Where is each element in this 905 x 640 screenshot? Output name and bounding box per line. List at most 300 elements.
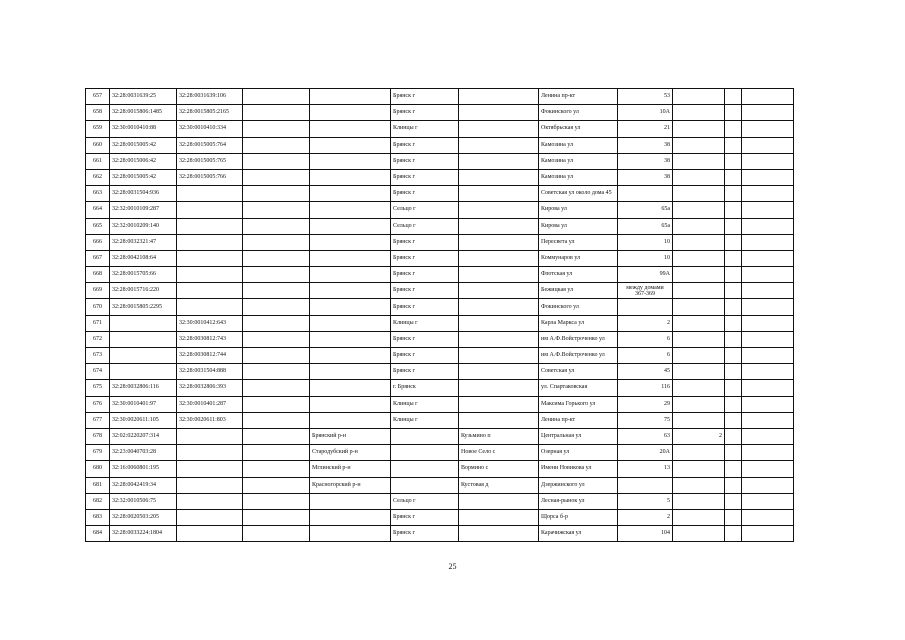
cadastral-number-cell [110, 331, 177, 347]
empty-cell [742, 250, 794, 266]
city-cell: Брянск г [391, 89, 459, 105]
empty-cell [742, 153, 794, 169]
settlement-cell: Кузьмино п [459, 428, 539, 444]
row-number-cell: 675 [86, 380, 110, 396]
object-cadastral-number-cell [177, 299, 243, 315]
empty-cell [725, 428, 742, 444]
empty-cell [243, 348, 310, 364]
settlement-cell [459, 396, 539, 412]
empty-cell [243, 169, 310, 185]
district-cell [310, 218, 391, 234]
empty-cell [725, 250, 742, 266]
empty-cell [742, 445, 794, 461]
empty-cell [725, 202, 742, 218]
empty-cell [742, 315, 794, 331]
city-cell: Клинцы г [391, 412, 459, 428]
empty-cell [725, 364, 742, 380]
street-cell: Бежицкая ул [539, 283, 618, 299]
building-number-cell [673, 315, 725, 331]
empty-cell [243, 380, 310, 396]
table-row [86, 137, 794, 153]
cadastral-number-cell: 32:28:0042108:64 [110, 250, 177, 266]
building-number-cell: 2 [673, 428, 725, 444]
district-cell: Мглинский р-н [310, 461, 391, 477]
empty-cell [725, 477, 742, 493]
street-cell: им А.Ф.Войстроченко ул [539, 331, 618, 347]
empty-cell [243, 461, 310, 477]
cadastral-number-cell: 32:28:0015705:66 [110, 267, 177, 283]
street-cell: Фокинского ул [539, 299, 618, 315]
cadastral-number-cell: 32:28:0031504:936 [110, 186, 177, 202]
empty-cell [725, 380, 742, 396]
table-row [86, 153, 794, 169]
city-cell: Клинцы г [391, 121, 459, 137]
row-number-cell: 681 [86, 477, 110, 493]
building-number-cell [673, 461, 725, 477]
city-cell: Брянск г [391, 331, 459, 347]
object-cadastral-number-cell [177, 202, 243, 218]
district-cell [310, 267, 391, 283]
city-cell: Брянск г [391, 267, 459, 283]
district-cell [310, 380, 391, 396]
settlement-cell [459, 169, 539, 185]
settlement-cell [459, 121, 539, 137]
empty-cell [742, 364, 794, 380]
object-cadastral-number-cell [177, 234, 243, 250]
object-cadastral-number-cell: 32:28:0015805:2165 [177, 105, 243, 121]
house-number-cell: 53 [618, 89, 673, 105]
table-row [86, 105, 794, 121]
empty-cell [742, 509, 794, 525]
empty-cell [725, 186, 742, 202]
table-row [86, 477, 794, 493]
empty-cell [243, 105, 310, 121]
settlement-cell [459, 412, 539, 428]
cadastral-number-cell: 32:23:0040703:28 [110, 445, 177, 461]
table-row [86, 186, 794, 202]
building-number-cell [673, 364, 725, 380]
empty-cell [725, 153, 742, 169]
cadastral-number-cell: 32:28:0015005:42 [110, 169, 177, 185]
building-number-cell [673, 250, 725, 266]
house-number-cell: 2 [618, 315, 673, 331]
empty-cell [725, 445, 742, 461]
registry-table [85, 88, 794, 542]
table-row [86, 315, 794, 331]
row-number-cell: 684 [86, 526, 110, 542]
empty-cell [725, 105, 742, 121]
house-number-cell: 38 [618, 169, 673, 185]
district-cell [310, 169, 391, 185]
empty-cell [243, 526, 310, 542]
district-cell [310, 412, 391, 428]
settlement-cell [459, 364, 539, 380]
house-number-cell [618, 477, 673, 493]
city-cell: Сельцо г [391, 218, 459, 234]
building-number-cell [673, 445, 725, 461]
object-cadastral-number-cell [177, 461, 243, 477]
empty-cell [243, 234, 310, 250]
cadastral-number-cell: 32:28:0032806:116 [110, 380, 177, 396]
empty-cell [725, 283, 742, 299]
district-cell [310, 105, 391, 121]
district-cell [310, 331, 391, 347]
settlement-cell: Новое Село с [459, 445, 539, 461]
district-cell [310, 509, 391, 525]
cadastral-number-cell: 32:32:0010209:140 [110, 218, 177, 234]
row-number-cell: 680 [86, 461, 110, 477]
district-cell [310, 121, 391, 137]
object-cadastral-number-cell [177, 267, 243, 283]
object-cadastral-number-cell: 32:28:0030812:744 [177, 348, 243, 364]
cadastral-number-cell: 32:28:0015005:42 [110, 137, 177, 153]
street-cell: Коммунаров ул [539, 250, 618, 266]
table-row [86, 412, 794, 428]
table-row [86, 493, 794, 509]
city-cell: Брянск г [391, 169, 459, 185]
object-cadastral-number-cell: 32:28:0015005:766 [177, 169, 243, 185]
district-cell [310, 202, 391, 218]
street-cell: Кирова ул [539, 202, 618, 218]
house-number-cell: 10 [618, 250, 673, 266]
empty-cell [742, 202, 794, 218]
city-cell: Брянск г [391, 526, 459, 542]
object-cadastral-number-cell: 32:28:0032806:393 [177, 380, 243, 396]
empty-cell [243, 267, 310, 283]
settlement-cell [459, 493, 539, 509]
district-cell: Стародубский р-н [310, 445, 391, 461]
district-cell: Брянский р-н [310, 428, 391, 444]
object-cadastral-number-cell [177, 250, 243, 266]
house-number-cell: 10А [618, 105, 673, 121]
empty-cell [725, 396, 742, 412]
street-cell: Максима Горького ул [539, 396, 618, 412]
settlement-cell [459, 89, 539, 105]
table-row [86, 169, 794, 185]
object-cadastral-number-cell: 32:30:0010410:334 [177, 121, 243, 137]
city-cell: Брянск г [391, 186, 459, 202]
row-number-cell: 671 [86, 315, 110, 331]
city-cell: Брянск г [391, 137, 459, 153]
empty-cell [742, 493, 794, 509]
city-cell [391, 445, 459, 461]
row-number-cell: 672 [86, 331, 110, 347]
row-number-cell: 667 [86, 250, 110, 266]
city-cell: Сельцо г [391, 202, 459, 218]
settlement-cell [459, 315, 539, 331]
street-cell: Пересвета ул [539, 234, 618, 250]
building-number-cell [673, 299, 725, 315]
cadastral-number-cell: 32:28:0033224:1804 [110, 526, 177, 542]
empty-cell [725, 137, 742, 153]
street-cell: ул. Спартаковская [539, 380, 618, 396]
row-number-cell: 682 [86, 493, 110, 509]
house-number-cell: 10 [618, 234, 673, 250]
city-cell: Брянск г [391, 153, 459, 169]
row-number-cell: 663 [86, 186, 110, 202]
building-number-cell [673, 218, 725, 234]
object-cadastral-number-cell [177, 477, 243, 493]
street-cell: Дзержинского ул [539, 477, 618, 493]
house-number-cell: 29 [618, 396, 673, 412]
empty-cell [243, 202, 310, 218]
object-cadastral-number-cell: 32:28:0031639:106 [177, 89, 243, 105]
table-row [86, 428, 794, 444]
cadastral-number-cell: 32:32:0010109:287 [110, 202, 177, 218]
cadastral-number-cell: 32:30:0020611:105 [110, 412, 177, 428]
row-number-cell: 677 [86, 412, 110, 428]
empty-cell [725, 509, 742, 525]
row-number-cell: 674 [86, 364, 110, 380]
city-cell: Сельцо г [391, 493, 459, 509]
house-number-cell: между домами 367-369 [618, 283, 673, 299]
cadastral-number-cell [110, 364, 177, 380]
empty-cell [243, 477, 310, 493]
empty-cell [742, 105, 794, 121]
cadastral-number-cell [110, 315, 177, 331]
table-row [86, 348, 794, 364]
cadastral-number-cell: 32:32:0010506:75 [110, 493, 177, 509]
empty-cell [742, 186, 794, 202]
house-number-cell: 38 [618, 153, 673, 169]
table-row [86, 331, 794, 347]
house-number-cell: 65а [618, 218, 673, 234]
empty-cell [742, 396, 794, 412]
empty-cell [725, 493, 742, 509]
building-number-cell [673, 153, 725, 169]
building-number-cell [673, 380, 725, 396]
object-cadastral-number-cell: 32:28:0015005:764 [177, 137, 243, 153]
house-number-cell: 45 [618, 364, 673, 380]
district-cell [310, 348, 391, 364]
object-cadastral-number-cell [177, 428, 243, 444]
empty-cell [725, 234, 742, 250]
settlement-cell [459, 202, 539, 218]
cadastral-number-cell: 32:28:0032321:47 [110, 234, 177, 250]
cadastral-number-cell: 32:28:0015806:1485 [110, 105, 177, 121]
empty-cell [243, 283, 310, 299]
table-row [86, 396, 794, 412]
street-cell: Камозина ул [539, 137, 618, 153]
settlement-cell [459, 105, 539, 121]
street-cell: Камозина ул [539, 169, 618, 185]
empty-cell [725, 461, 742, 477]
building-number-cell [673, 105, 725, 121]
empty-cell [243, 315, 310, 331]
cadastral-number-cell: 32:30:0010401:97 [110, 396, 177, 412]
empty-cell [742, 299, 794, 315]
row-number-cell: 660 [86, 137, 110, 153]
empty-cell [742, 234, 794, 250]
district-cell [310, 315, 391, 331]
city-cell: г. Брянск [391, 380, 459, 396]
row-number-cell: 673 [86, 348, 110, 364]
district-cell [310, 89, 391, 105]
empty-cell [725, 348, 742, 364]
building-number-cell [673, 412, 725, 428]
row-number-cell: 665 [86, 218, 110, 234]
settlement-cell: Кустовая д [459, 477, 539, 493]
empty-cell [243, 121, 310, 137]
empty-cell [243, 445, 310, 461]
row-number-cell: 657 [86, 89, 110, 105]
city-cell: Клинцы г [391, 315, 459, 331]
district-cell [310, 234, 391, 250]
settlement-cell [459, 234, 539, 250]
empty-cell [243, 428, 310, 444]
house-number-cell: 21 [618, 121, 673, 137]
empty-cell [243, 186, 310, 202]
building-number-cell [673, 526, 725, 542]
street-cell: Советская ул [539, 364, 618, 380]
cadastral-number-cell: 32:16:0060801:195 [110, 461, 177, 477]
object-cadastral-number-cell [177, 445, 243, 461]
object-cadastral-number-cell: 32:30:0020611:803 [177, 412, 243, 428]
row-number-cell: 670 [86, 299, 110, 315]
building-number-cell [673, 169, 725, 185]
object-cadastral-number-cell [177, 493, 243, 509]
building-number-cell [673, 267, 725, 283]
table-row [86, 526, 794, 542]
row-number-cell: 664 [86, 202, 110, 218]
table-row [86, 267, 794, 283]
registry-table-body [86, 89, 794, 542]
object-cadastral-number-cell: 32:28:0030812:743 [177, 331, 243, 347]
house-number-cell: 6 [618, 348, 673, 364]
table-row [86, 445, 794, 461]
city-cell: Брянск г [391, 364, 459, 380]
district-cell [310, 526, 391, 542]
empty-cell [243, 509, 310, 525]
empty-cell [742, 169, 794, 185]
empty-cell [725, 267, 742, 283]
row-number-cell: 666 [86, 234, 110, 250]
table-row [86, 299, 794, 315]
district-cell [310, 250, 391, 266]
table-row [86, 250, 794, 266]
building-number-cell [673, 348, 725, 364]
house-number-cell [618, 299, 673, 315]
street-cell: Камозина ул [539, 153, 618, 169]
house-number-cell: 65а [618, 202, 673, 218]
street-cell: Ленина пр-кт [539, 89, 618, 105]
table-row [86, 202, 794, 218]
settlement-cell [459, 137, 539, 153]
empty-cell [243, 89, 310, 105]
empty-cell [742, 348, 794, 364]
settlement-cell [459, 186, 539, 202]
city-cell [391, 477, 459, 493]
row-number-cell: 679 [86, 445, 110, 461]
cadastral-number-cell: 32:28:0015805:2295 [110, 299, 177, 315]
settlement-cell [459, 283, 539, 299]
empty-cell [742, 380, 794, 396]
building-number-cell [673, 89, 725, 105]
city-cell: Брянск г [391, 250, 459, 266]
page-number: 25 [448, 562, 457, 571]
street-cell: им А.Ф.Войстроченко ул [539, 348, 618, 364]
row-number-cell: 678 [86, 428, 110, 444]
house-number-cell: 13 [618, 461, 673, 477]
settlement-cell: Вормино с [459, 461, 539, 477]
house-number-cell: 38 [618, 137, 673, 153]
empty-cell [742, 89, 794, 105]
object-cadastral-number-cell: 32:30:0010401:287 [177, 396, 243, 412]
empty-cell [243, 153, 310, 169]
street-cell: Карла Маркса ул [539, 315, 618, 331]
street-cell: Карачижская ул [539, 526, 618, 542]
building-number-cell [673, 121, 725, 137]
city-cell: Брянск г [391, 234, 459, 250]
empty-cell [742, 137, 794, 153]
cadastral-number-cell: 32:28:0042419:34 [110, 477, 177, 493]
city-cell: Брянск г [391, 283, 459, 299]
settlement-cell [459, 380, 539, 396]
empty-cell [742, 331, 794, 347]
cadastral-number-cell: 32:28:0020503:205 [110, 509, 177, 525]
settlement-cell [459, 509, 539, 525]
object-cadastral-number-cell [177, 218, 243, 234]
house-number-cell: 75 [618, 412, 673, 428]
table-row [86, 218, 794, 234]
house-number-cell: 63 [618, 428, 673, 444]
street-cell: Советская ул около дома 45 [539, 186, 618, 202]
empty-cell [742, 283, 794, 299]
district-cell [310, 137, 391, 153]
empty-cell [742, 477, 794, 493]
empty-cell [742, 428, 794, 444]
cadastral-number-cell: 32:30:0010410:88 [110, 121, 177, 137]
street-cell: Ленина пр-кт [539, 412, 618, 428]
street-cell: Октябрьская ул [539, 121, 618, 137]
empty-cell [725, 331, 742, 347]
empty-cell [725, 89, 742, 105]
house-number-cell: 2 [618, 509, 673, 525]
empty-cell [742, 526, 794, 542]
empty-cell [243, 364, 310, 380]
row-number-cell: 658 [86, 105, 110, 121]
empty-cell [742, 267, 794, 283]
empty-cell [243, 396, 310, 412]
table-row [86, 89, 794, 105]
street-cell: Щорса б-р [539, 509, 618, 525]
object-cadastral-number-cell: 32:30:0010412:643 [177, 315, 243, 331]
street-cell: Кирова ул [539, 218, 618, 234]
row-number-cell: 669 [86, 283, 110, 299]
district-cell [310, 493, 391, 509]
empty-cell [725, 412, 742, 428]
settlement-cell [459, 218, 539, 234]
settlement-cell [459, 526, 539, 542]
house-number-cell: 6 [618, 331, 673, 347]
building-number-cell [673, 186, 725, 202]
object-cadastral-number-cell: 32:28:0031504:888 [177, 364, 243, 380]
street-cell: Имени Новикова ул [539, 461, 618, 477]
building-number-cell [673, 509, 725, 525]
district-cell [310, 299, 391, 315]
city-cell: Брянск г [391, 348, 459, 364]
settlement-cell [459, 267, 539, 283]
house-number-cell [618, 186, 673, 202]
empty-cell [243, 299, 310, 315]
building-number-cell [673, 493, 725, 509]
city-cell: Брянск г [391, 509, 459, 525]
empty-cell [725, 315, 742, 331]
city-cell: Брянск г [391, 299, 459, 315]
building-number-cell [673, 234, 725, 250]
settlement-cell [459, 348, 539, 364]
empty-cell [725, 299, 742, 315]
